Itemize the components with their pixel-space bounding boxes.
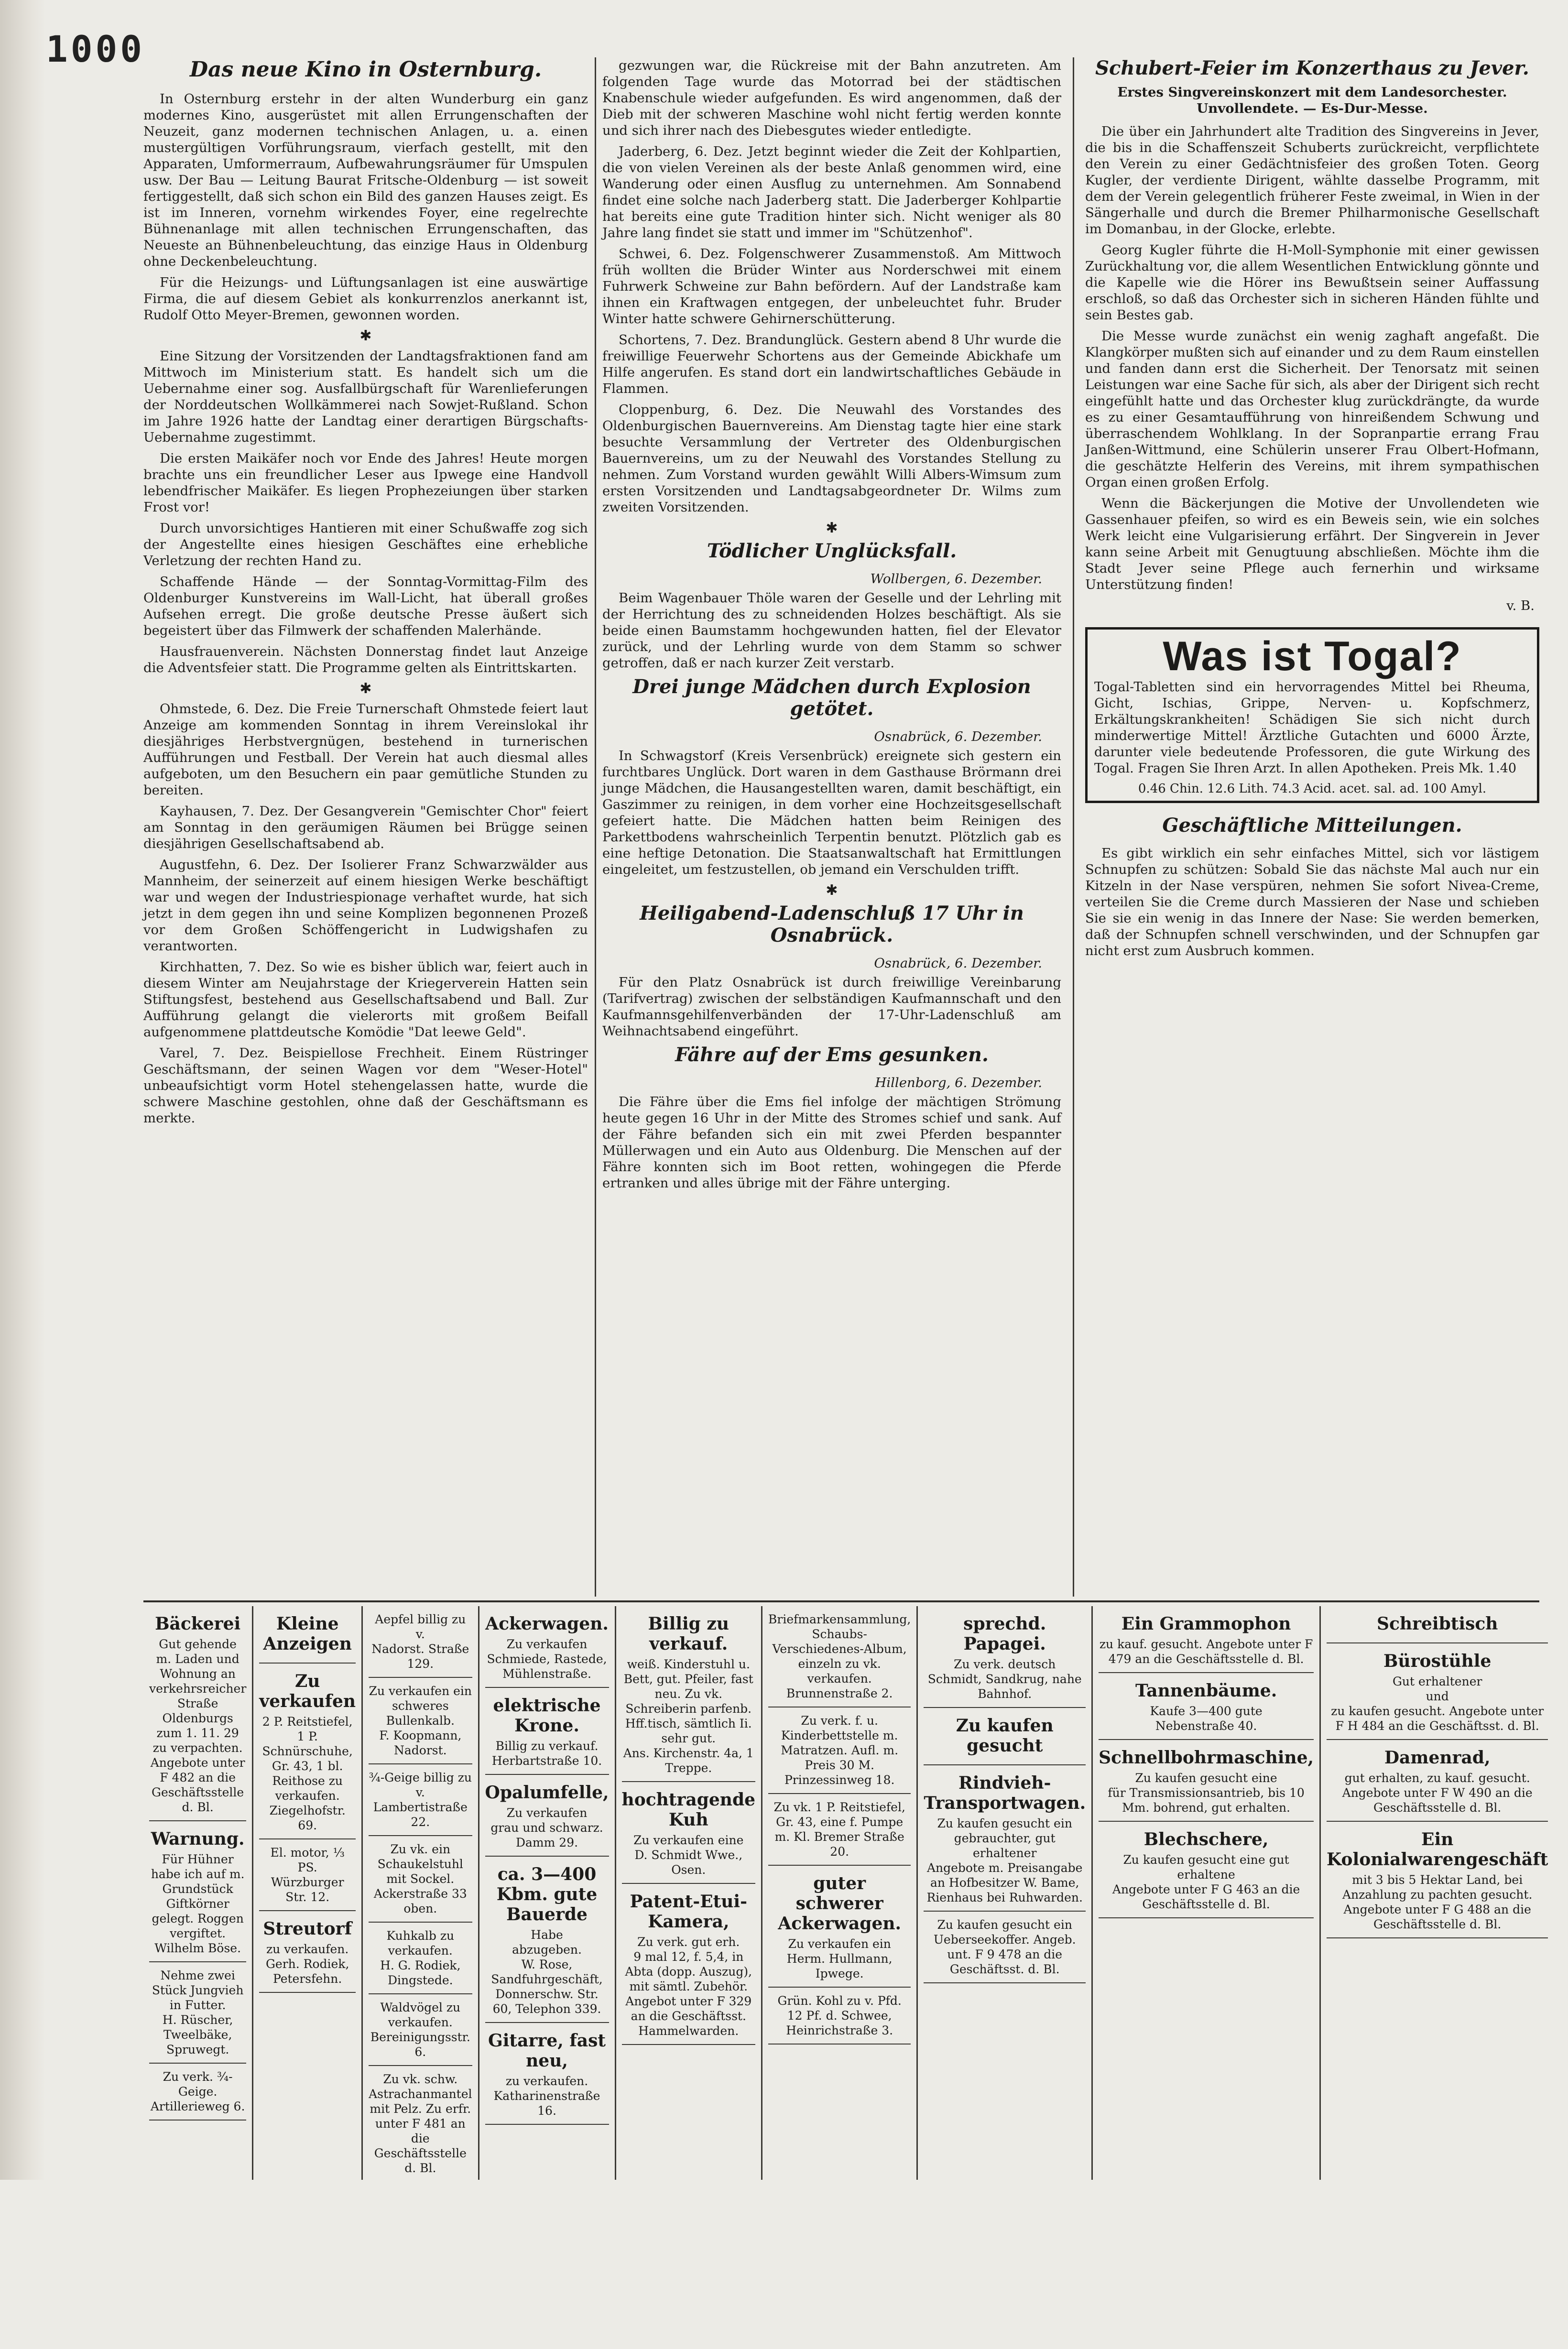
article-schaffende-haende: Schaffende Hände — der Sonntag-Vormittag-Film des Oldenburger Kunstvereins im Wall-Licht, hat überall großes Aufsehen erregt. Die große deutsche Presse äußert sich begeistert über das Filmwerk der schaffenden Malerhände. <box>143 574 588 638</box>
ad-title: Kleine Anzeigen <box>263 1614 352 1654</box>
ad-column <box>616 1606 763 2182</box>
headline-schubert: Schubert-Feier im Konzerthaus zu Jever. <box>1095 57 1529 79</box>
article-schubert-p3: Die Messe wurde zunächst ein wenig zaghaft angefaßt. Die Klangkörper mußten sich auf einander und zu dem Raum einstellen und fanden dann erst die Sicherheit. Der Tenorsatz mit seinen Leistungen war eine Sache für sich, als aber der Dirigent sich recht eingefühlt hatte und das Orchester klug zurückdrängte, da wurde es zu einer Gesamtaufführung von hinreißendem Schwung und überraschendem Wohlklang. In der Sopranpartie errang Frau Janßen-Wittmund, eine Schülerin unserer Frau Olbert-Hofmann, die geschätzte Helferin des Vereins, mit ihrem sympathischen Organ einen großen Erfolg. <box>1085 328 1539 490</box>
ad-line: Angebot unter F 329 an die Geschäftsst. <box>625 1994 752 2023</box>
ad-title: Damenrad, <box>1384 1748 1491 1768</box>
signature: v. B. <box>1506 598 1535 613</box>
ad-title: Gitarre, fast neu, <box>488 2031 606 2071</box>
classified-ad <box>369 1606 472 1678</box>
article-kino-p1: In Osternburg erstehr in der alten Wunderburg ein ganz modernes Kino, ausgerüstet mit allen Errungenschaften der Neuzeit, ganz modernen technischen Anlagen, u. a. einen mustergültigen Vorführungsraum, vierfach gestellt, mit den Apparaten, Umformerraum, Aufbewahrungsräumer für Umspulen usw. Der Bau — Leitung Baurat Fritsche-Oldenburg — ist soweit fertiggestellt, daß sich schon ein Bild des ganzen Hauses zeigt. Es ist im Inneren, vornehm wirkendes Foyer, eine regelrechte Bühnenanlage mit allen technischen Errungenschaften, das Neueste an Bühnenbeleuchtung, das einzige Haus in Oldenburg ohne Deckenbeleuchtung. <box>143 91 588 269</box>
headline-geschaeftliche: Geschäftliche Mitteilungen. <box>1162 814 1462 837</box>
ad-column <box>363 1606 479 2182</box>
ad-title: hochtragende Kuh <box>621 1790 756 1830</box>
article-ohmstede: Ohmstede, 6. Dez. Die Freie Turnerschaft Ohmstede feiert laut Anzeige am kommenden Sonntag in ihrem Vereinslokal ihr diesjähriges Herbstvergnügen, bestehend in turnerischen Aufführungen und Festball. Der Verein hat auch diesmal alles aufgeboten, um den Besuchern ein paar gemütliche Stunden zu bereiten. <box>143 701 588 798</box>
classified-ad <box>1099 1822 1314 1918</box>
classified-ad <box>485 1688 609 1775</box>
ad-line: Gut gehende <box>159 1637 237 1651</box>
ad-column <box>918 1606 1093 2182</box>
classified-ad <box>768 1988 911 2044</box>
classified-ad <box>1327 1740 1548 1822</box>
ad-line: D. Schmidt Wwe., Osen. <box>634 1848 743 1877</box>
classified-ad <box>149 1821 246 1962</box>
article-ladenschluss: Für den Platz Osnabrück ist durch freiwillige Vereinbarung (Tarifvertrag) zwischen der selbständigen Kaufmannschaft und den Kaufmannsgehilfenverbänden der 17-Uhr-Ladenschluß am Weihnachtsabend eingeführt. <box>602 975 1061 1039</box>
togal-title: Was ist Togal? <box>1163 633 1462 679</box>
article-schubert-p4: Wenn die Bäckerjungen die Motive der Unvollendeten wie Gassenhauer pfeifen, so wird es ein Beweis sein, wie ein solches Werk leicht eine Vulgarisierung erfährt. Der Singverein in Jever kann seine Arbeit mit Genugtuung abschließen. Möchte ihm die Stadt Jever seine Pflege auch fernerhin und wirksame Unterstützung finden! <box>1085 496 1539 592</box>
ad-line: Gut erhaltener <box>1392 1675 1482 1688</box>
ad-title: Opalumfelle, <box>485 1783 609 1803</box>
ad-title: Schnellbohrmaschine, <box>1099 1748 1314 1768</box>
bottom-margin <box>0 2180 1568 2349</box>
page-number: 1000 <box>46 28 145 70</box>
ad-title: sprechd. Papagei. <box>963 1614 1046 1654</box>
article-schusswaffe: Durch unvorsichtiges Hantieren mit einer Schußwaffe zog sich der Angestellte eines hiesigen Geschäftes eine erhebliche Verletzung der rechten Hand zu. <box>143 521 588 568</box>
classified-ad <box>369 1923 472 1994</box>
classified-ad <box>924 1606 1086 1708</box>
separator-star: ✱ <box>826 882 838 899</box>
dateline: Wollbergen, 6. Dezember. <box>870 571 1042 587</box>
ad-line: Zu vk. schw. Astrachanmantel mit Pelz. Zu erfr. unter F 481 an die Geschäftsstelle d. Bl. <box>369 2072 472 2175</box>
classified-ad <box>622 1782 756 1884</box>
togal-formula: 0.46 Chin. 12.6 Lith. 74.3 Acid. acet. sal. ad. 100 Amyl. <box>1138 782 1487 796</box>
ad-title: elektrische Krone. <box>493 1696 601 1736</box>
ad-line: Lambertistraße 22. <box>373 1800 468 1829</box>
article-kirchhatten: Kirchhatten, 7. Dez. So wie es bisher üblich war, feiert auch in diesem Winter am Neujahrstage der Kriegerverein Hatten sein Stiftungsfest, bestehend aus Gesellschaftsabend und Ball. Zur Aufführung gelangt die vielerorts mit großem Beifall aufgenommene plattdeutsche Komödie "Dat leewe Geld". <box>143 959 588 1040</box>
classified-ad <box>485 1606 609 1688</box>
ad-line: m. Laden und Wohnung an verkehrsreicher Straße Oldenburgs zum 1. 11. 29 zu verpachten. <box>149 1652 247 1755</box>
classified-ad <box>369 2066 472 2182</box>
ad-line: Zu verk. gut erh. <box>637 1935 740 1949</box>
ad-line: ¾-Geige billig zu v. <box>369 1771 472 1799</box>
article-geschaeftliche: Es gibt wirklich ein sehr einfaches Mittel, sich vor lästigem Schnupfen zu schützen: Sobald Sie das nächste Mal auch nur ein Kitzeln in der Nase verspüren, nehmen Sie sofort Nivea-Creme, verteilen Sie die Creme durch Massieren der Nase und schieben Sie sie ein wenig in das Innere der Nase: Sie werden bemerken, daß der Schnupfen schnell verschwinden, und der Schnupfen gar nicht erst zum Ausbruch kommen. <box>1085 846 1539 958</box>
classified-ad <box>768 1794 911 1866</box>
classified-ad <box>369 1994 472 2066</box>
ad-title: Blechschere, <box>1143 1829 1269 1849</box>
ad-line: Zu verkaufen <box>506 1806 588 1820</box>
classified-ad <box>259 1664 356 1839</box>
ad-line: Kaufe 3—400 gute <box>1150 1704 1263 1718</box>
ad-title: Zu verkaufen <box>259 1671 356 1711</box>
ad-line: Billig zu verkauf. <box>495 1739 599 1753</box>
classified-ad <box>1327 1643 1548 1740</box>
column-rule <box>595 57 596 1597</box>
classified-ad <box>1099 1673 1314 1740</box>
ad-line: H. G. Rodiek, Dingstede. <box>380 1958 461 1987</box>
classified-ad <box>369 1678 472 1764</box>
article-schubert-p1: Die über ein Jahrhundert alte Tradition des Singvereins in Jever, die bis in die Schaffenszeit Schuberts zurückreicht, verpflichtete den Verein zu einer Gedächtnisfeier des großen Toten. Georg Kugler, der verdiente Dirigent, wählte dasselbe Programm, mit dem der Verein gelegentlich früherer Feste zweimal, in Wien in der Sängerhalle und durch die Bremer Philharmonische Gesellschaft im Domanbau, in der Glocke, erlebte. <box>1085 124 1539 237</box>
ad-title: Ein Kolonialwarengeschäft <box>1327 1829 1548 1870</box>
separator-star: ✱ <box>359 327 372 344</box>
ad-line: Ans. Kirchenstr. 4a, 1 Treppe. <box>623 1746 754 1775</box>
ad-line: Damm 29. <box>515 1836 578 1849</box>
separator-star: ✱ <box>826 520 838 536</box>
ad-title: Warnung. <box>151 1829 245 1849</box>
ad-title: Billig zu verkauf. <box>648 1614 729 1654</box>
article-hausfrauenverein: Hausfrauenverein. Nächsten Donnerstag findet laut Anzeige die Adventsfeier statt. Die Programme gelten als Eintrittskarten. <box>143 644 588 675</box>
classified-ad <box>1327 1822 1548 1938</box>
ad-column <box>143 1606 253 2182</box>
ad-line: Ackerstraße 33 oben. <box>373 1887 467 1915</box>
article-unfall: Beim Wagenbauer Thöle waren der Geselle und der Lehrling mit der Herrichtung des zu schneidenden Holzes beschäftigt. Als sie beide einen Baumstamm hochgewunden hatten, fiel der Elevator zurück, und der Lehrling wurde von dem Stamm so schwer getroffen, daß er nach kurzer Zeit verstarb. <box>602 590 1061 671</box>
ad-line: Gerh. Rodiek, Petersfehn. <box>265 1957 349 1986</box>
ad-line: F. Koopmann, Nadorst. <box>379 1729 462 1757</box>
ad-line: Habe <box>531 1928 563 1942</box>
dateline: Hillenborg, 6. Dezember. <box>875 1075 1042 1090</box>
article-maikaefer: Die ersten Maikäfer noch vor Ende des Jahres! Heute morgen brachte uns ein freundlicher Leser aus Ipwege eine Handvoll lebendfrischer Maikäfer. Es liegen Prophezeiungen über starken Frost vor! <box>143 451 588 515</box>
ad-title: Schreibtisch <box>1376 1614 1498 1634</box>
classified-ad <box>149 1962 246 2064</box>
ad-line: 9 mal 12, f. 5,4, in Abta (dopp. Auszug), mit sämtl. Zubehör. <box>625 1950 752 1993</box>
classified-ad <box>259 1606 356 1664</box>
classified-ad <box>622 1606 756 1782</box>
ad-column <box>1321 1606 1554 2182</box>
ad-line: zu verkaufen. <box>505 2074 588 2088</box>
dateline: Osnabrück, 6. Dezember. <box>874 956 1042 971</box>
ad-line: Bereinigungsstr. 6. <box>370 2030 470 2059</box>
article-faehre: Die Fähre über die Ems fiel infolge der mächtigen Strömung heute gegen 16 Uhr in der Mitte des Stromes schief und sank. Auf der Fähre befanden sich ein mit zwei Pferden bespannter Müllerwagen und ein Auto aus Oldenburg. Die Menschen auf der Fähre konnten sich im Boot retten, wohingegen die Pferde ertranken und alles übrige mit der Fähre unterging. <box>602 1094 1061 1191</box>
headline-ladenschluss: Heiligabend-Ladenschluß 17 Uhr in Osnabrück. <box>640 902 1024 946</box>
article-augustfehn: Augustfehn, 6. Dez. Der Isolierer Franz Schwarzwälder aus Mannheim, der seinerzeit auf einem hiesigen Werke beschäftigt war und wegen der Industriespionage verhaftet wurde, hat sich jetzt in dem gegen ihn und seine Komplizen begonnenen Prozeß vor dem Großen Schöffengericht in Ludwigshafen zu verantworten. <box>143 857 588 954</box>
article-cloppenburg: Cloppenburg, 6. Dez. Die Neuwahl des Vorstandes des Oldenburgischen Bauernvereins. Am Dienstag tagte hier eine stark besuchte Versammlung der Vertreter des Oldenburgischen Bauernvereins, um zu der Neuwahl des Vorstandes Stellung zu nehmen. Zum Vorstand wurden gewählt Willi Albers-Wimsum zum ersten Vorsitzenden und Landtagsabgeordneter Dr. Wilms zum zweiten Vorsitzenden. <box>602 402 1061 515</box>
classified-ad <box>259 1911 356 1993</box>
ad-line: Für Hühner habe ich auf m. Grundstück Giftkörner gelegt. Roggen vergiftet. <box>151 1852 245 1940</box>
ad-column <box>762 1606 918 2182</box>
classified-ad <box>924 1708 1086 1765</box>
ad-line: Zu verk. deutsch <box>954 1657 1056 1671</box>
ad-title: Tannenbäume. <box>1135 1681 1277 1701</box>
ad-line: H. Rüscher, Tweelbäke, Spruwegt. <box>162 2013 233 2056</box>
ad-title: guter schwerer Ackerwagen. <box>778 1873 902 1934</box>
ad-line: zu verkaufen. <box>266 1942 349 1956</box>
dateline: Osnabrück, 6. Dezember. <box>874 729 1042 744</box>
ad-line: Zu kaufen gesucht eine <box>1135 1771 1277 1785</box>
ad-line: Herm. Hullmann, Ipwege. <box>786 1952 893 1980</box>
classified-ad <box>622 1884 756 2045</box>
section-rule <box>143 1600 1539 1602</box>
ad-line: Zu vk. 1 P. Reitstiefel, Gr. 43, eine f. Pumpe m. Kl. Bremer Straße 20. <box>773 1800 905 1859</box>
classified-ad <box>149 2064 246 2121</box>
column-2 <box>602 57 1061 1597</box>
ad-line: Zu verkaufen eine <box>633 1833 744 1847</box>
ad-line: gut erhalten, zu kauf. gesucht. Angebote unter F W 490 an die Geschäftsstelle d. Bl. <box>1342 1771 1533 1815</box>
ad-line: Herbartstraße 10. <box>491 1754 602 1768</box>
ad-line: mit 3 bis 5 Hektar Land, bei Anzahlung zu pachten gesucht. Angebote unter F G 488 an die Geschäftsstelle d. Bl. <box>1342 1873 1533 1931</box>
ad-line: W. Rose, Sandfuhrgeschäft, Donnerschw. Str. 60, Telephon 339. <box>491 1958 603 2016</box>
ad-line: Nehme zwei Stück Jungvieh in Futter. <box>152 1968 244 2012</box>
ad-line: Angebote unter F G 463 an die Geschäftsstelle d. Bl. <box>1112 1882 1300 1911</box>
article-kino-p2: Für die Heizungs- und Lüftungsanlagen ist eine auswärtige Firma, die auf diesem Gebiet als konkurrenzlos anerkannt ist, Rudolf Otto Meyer-Bremen, gewonnen worden. <box>143 275 588 323</box>
ad-title: Patent-Etui-Kamera, <box>630 1892 748 1932</box>
classified-ad <box>485 2023 609 2125</box>
classified-ad <box>259 1839 356 1911</box>
ad-line: Hammelwarden. <box>638 2024 739 2038</box>
classified-ad <box>768 1606 911 1707</box>
ad-line: Aepfel billig zu v. <box>375 1612 466 1641</box>
ad-line: Katharinenstraße 16. <box>493 2089 600 2118</box>
ad-line: für Transmissionsantrieb, bis 10 Mm. bohrend, gut erhalten. <box>1108 1786 1305 1815</box>
ad-line: Nebenstraße 40. <box>1155 1719 1257 1733</box>
classified-ad <box>768 1866 911 1988</box>
classified-ad <box>369 1764 472 1836</box>
ad-line: Grün. Kohl zu v. Pfd. 12 Pf. d. Schwee, Heinrichstraße 3. <box>777 1994 902 2037</box>
ad-title: Ackerwagen. <box>485 1614 609 1634</box>
article-jaderberg: Jaderberg, 6. Dez. Jetzt beginnt wieder die Zeit der Kohlpartien, die von vielen Vereinen als der beste Anlaß genommen wird, eine Wanderung oder einen Ausflug zu unternehmen. Am Sonnabend findet eine solche nach Jaderberg statt. Die Jaderberger Kohlpartie hat bereits eine gute Tradition hinter sich. Nicht weniger als 80 Jahre lang findet sie statt und immer im "Schützenhof". <box>602 144 1061 240</box>
column-3 <box>1085 57 1539 1597</box>
ad-line: Zu verkaufen ein <box>788 1937 891 1951</box>
ad-line: Artillerieweg 6. <box>150 2099 245 2113</box>
ad-column <box>1093 1606 1321 2182</box>
ad-line: zu kaufen gesucht. Angebote unter F H 484 an die Geschäftsst. d. Bl. <box>1331 1704 1544 1733</box>
ad-line: weiß. Kinderstuhl u. Bett, gut. Pfeiler, fast neu. Zu vk. Schreiberin parfenb. Hff.tisch, sämtlich Ii. sehr gut. <box>623 1657 753 1745</box>
ad-column <box>253 1606 363 2182</box>
ad-line: und <box>1426 1689 1449 1703</box>
classified-ad <box>768 1707 911 1794</box>
article-schubert-p2: Georg Kugler führte die H-Moll-Symphonie mit einer gewissen Zurückhaltung vor, die allem Wesentlichen Entwicklung gönnte und die Kapelle wie die Hörer ins Bewußtsein seiner Auffassung erschloß, so daß das Orchester sich in sicheren Händen fühlte und sein Bestes gab. <box>1085 242 1539 323</box>
ad-line: Zu vk. ein Schaukelstuhl mit Sockel. <box>377 1842 463 1886</box>
classified-ad <box>924 1912 1086 1983</box>
ad-title: Zu kaufen gesucht <box>956 1716 1054 1756</box>
article-varel: Varel, 7. Dez. Beispiellose Frechheit. Einem Rüstringer Geschäftsmann, der seinen Wagen vor dem "Weser-Hotel" unbeaufsichtigt vorm Hotel stehengelassen hatte, wurde die schwere Maschine gestohlen, ohne daß der Geschäftsmann es merkte. <box>143 1045 588 1126</box>
headline-faehre: Fähre auf der Ems gesunken. <box>675 1044 989 1066</box>
ad-line: Ziegelhofstr. 69. <box>269 1804 346 1832</box>
ad-line: 2 P. Reitstiefel, 1 P. Schnürschuhe, Gr. 43, 1 bl. Reithose zu verkaufen. <box>262 1715 353 1803</box>
ad-line: Waldvögel zu verkaufen. <box>380 2001 461 2029</box>
classified-ad <box>1099 1606 1314 1673</box>
togal-text: Togal-Tabletten sind ein hervorragendes Mittel bei Rheuma, Gicht, Ischias, Grippe, Nerven- u. Kopfschmerz, Erkältungskrankheiten! Schädigen Sie sich nicht durch minderwertige Mittel! Ärztliche Gutachten und 6000 Ärzte, darunter viele bedeutende Professoren, die gute Wirkung des Togal. Fragen Sie Ihren Arzt. In allen Apotheken. Preis Mk. 1.40 <box>1094 680 1530 776</box>
classified-ad <box>485 1857 609 2023</box>
ad-title: ca. 3—400 Kbm. gute Bauerde <box>496 1864 598 1925</box>
headline-unfall: Tödlicher Unglücksfall. <box>707 540 957 562</box>
separator-star: ✱ <box>359 680 372 697</box>
ad-line: Zu kaufen gesucht ein Ueberseekoffer. Angeb. unt. F 9 478 an die Geschäftsst. d. Bl. <box>933 1918 1076 1976</box>
ad-line: Nadorst. Straße 129. <box>371 1642 469 1671</box>
ad-line: Prinzessinweg 18. <box>784 1773 895 1787</box>
ad-title: Bürostühle <box>1383 1651 1492 1671</box>
article-schortens: Schortens, 7. Dez. Brandunglück. Gestern abend 8 Uhr wurde die freiwillige Feuerwehr Schortens aus der Gemeinde Abickhafe um Hilfe angerufen. Es stand dort ein landwirtschaftliches Gebäude in Flammen. <box>602 332 1061 396</box>
ad-line: Zu verk. ¾-Geige. <box>163 2070 233 2099</box>
article-kayhausen: Kayhausen, 7. Dez. Der Gesangverein "Gemischter Chor" feiert am Sonntag in den geräumigen Räumen bei Brügge seinen diesjährigen Gesellschaftsabend ab. <box>143 804 588 851</box>
ad-line: Zu verkaufen ein schweres Bullenkalb. <box>369 1684 472 1728</box>
ad-line: Angebote unter F 482 an die Geschäftsstelle d. Bl. <box>150 1756 245 1814</box>
column-1 <box>143 57 588 1597</box>
ad-line: Brunnenstraße 2. <box>786 1686 893 1700</box>
ad-line: Würzburger Str. 12. <box>271 1875 344 1904</box>
ad-line: Zu kaufen gesucht eine gut erhaltene <box>1123 1853 1289 1881</box>
ad-line: grau und schwarz. <box>490 1821 603 1835</box>
ad-line: Wilhelm Böse. <box>154 1941 241 1955</box>
ad-line: Zu verkaufen <box>506 1637 588 1651</box>
classified-ads <box>143 1606 1548 2175</box>
ad-line: El. motor, ⅓ PS. <box>270 1846 345 1874</box>
ad-line: Schmidt, Sandkrug, nahe Bahnhof. <box>927 1672 1082 1701</box>
headline-kino: Das neue Kino in Osternburg. <box>189 57 542 82</box>
article-landtag: Eine Sitzung der Vorsitzenden der Landtagsfraktionen fand am Mittwoch im Ministerium statt. Es handelt sich um die Uebernahme einer sog. Ausfallbürgschaft für Warenlieferungen der Norddeutschen Wollkämmerei nach Sowjet-Rußland. Schon im Jahre 1926 hatte der Landtag einer derartigen Bürgschafts-Uebernahme zugestimmt. <box>143 348 588 445</box>
article-motorrad-cont: gezwungen war, die Rückreise mit der Bahn anzutreten. Am folgenden Tage wurde das Motorrad bei der städtischen Knabenschule wieder aufgefunden. Es wird angenommen, daß der Dieb mit der schweren Maschine wohl nicht fertig werden konnte und sich ihrer nach des Diebesgutes wieder entledigte. <box>602 58 1061 138</box>
classified-ad <box>1327 1606 1548 1643</box>
ad-line: abzugeben. <box>512 1943 582 1957</box>
classified-ad <box>924 1765 1086 1912</box>
classified-ad <box>485 1775 609 1857</box>
ad-line: Briefmarkensammlung, Schaubs-Verschiedenes-Album, einzeln zu vk. verkaufen. <box>768 1612 911 1686</box>
subhead-schubert: Erstes Singvereinskonzert mit dem Landesorchester. Unvollendete. — Es-Dur-Messe. <box>1117 85 1507 116</box>
togal-advert <box>1085 627 1539 803</box>
ad-line: zu kauf. gesucht. Angebote unter F 479 an die Geschäftsstelle d. Bl. <box>1099 1637 1313 1666</box>
ad-column <box>479 1606 616 2182</box>
ad-line: Schmiede, Rastede, Mühlenstraße. <box>487 1652 607 1681</box>
classified-ad <box>369 1836 472 1923</box>
headline-explosion: Drei junge Mädchen durch Explosion getötet. <box>632 675 1031 720</box>
ad-line: Zu verk. f. u. Kinderbettstelle m. Matratzen. Aufl. m. Preis 30 M. <box>781 1714 899 1772</box>
ad-line: Zu kaufen gesucht ein gebrauchter, gut erhaltener <box>937 1816 1072 1860</box>
ad-line: Angebote m. Preisangabe an Hofbesitzer W. Bame, Rienhaus bei Ruhwarden. <box>926 1861 1083 1904</box>
page-binding-edge <box>0 0 45 2349</box>
article-schwei: Schwei, 6. Dez. Folgenschwerer Zusammenstoß. Am Mittwoch früh wollten die Brüder Winter aus Norderschwei mit einem Fuhrwerk Schweine zur Bahn befördern. Auf der Landstraße kam ihnen ein Kraftwagen entgegen, der unbeleuchtet fuhr. Bruder Winter hatte schwere Gehirnerschütterung. <box>602 246 1061 326</box>
ad-title: Ein Grammophon <box>1121 1614 1291 1634</box>
ad-title: Bäckerei <box>155 1614 241 1634</box>
ad-title: Streutorf <box>263 1919 352 1939</box>
classified-ad <box>149 1606 246 1821</box>
ad-line: Kuhkalb zu verkaufen. <box>386 1929 455 1958</box>
ad-title: Rindvieh-Transportwagen. <box>924 1773 1086 1813</box>
column-rule <box>1073 57 1074 1597</box>
classified-ad <box>1099 1740 1314 1822</box>
article-explosion: In Schwagstorf (Kreis Versenbrück) ereignete sich gestern ein furchtbares Unglück. Dort waren in dem Gasthause Brörmann drei junge Mädchen, die Hausangestellten waren, damit beschäftigt, ein Gaszimmer zu reinigen, in dem vorher eine Hochzeitsgesellschaft gefeiert hatte. Die Mädchen hatten beim Reinigen des Parkettbodens wahrscheinlich Terpentin benutzt. Plötzlich gab es eine heftige Detonation. Die Staatsanwaltschaft hat Ermittlungen eingeleitet, um festzustellen, ob jemand ein Verschulden trifft. <box>602 748 1061 877</box>
